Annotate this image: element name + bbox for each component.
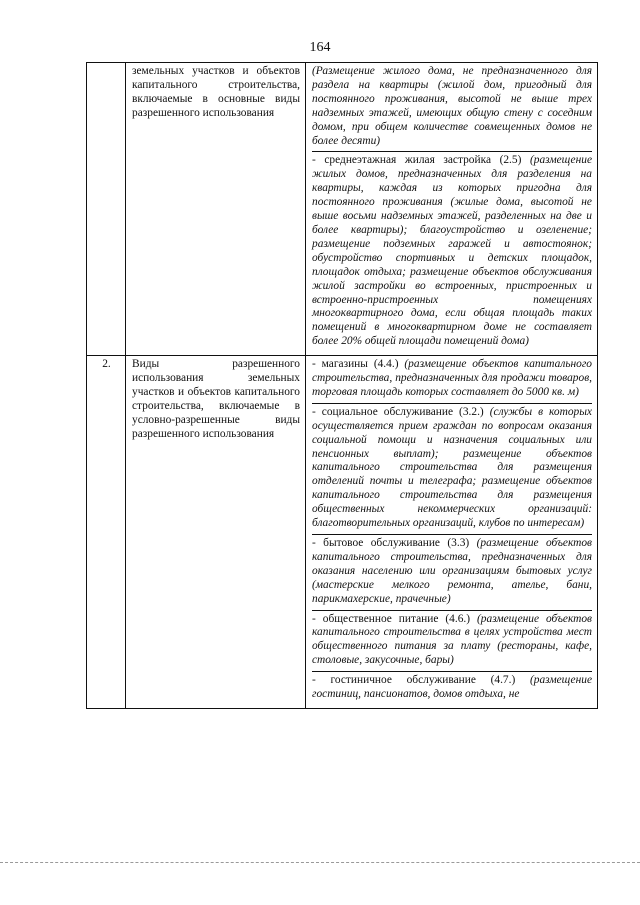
- list-item: - общественное питание (4.6.) (размещение объектов капитального строительства в целях устройства мест общественного питания за плату (рестораны, кафе, столовые, закусочные, бары): [312, 611, 592, 673]
- list-item: - магазины (4.4.) (размещение объектов капитального строительства, предназначенных для продажи товаров, торговая площадь которых составляет до 5000 кв. м): [312, 358, 592, 404]
- row-number: 2.: [87, 356, 126, 709]
- row-entries: [306, 63, 598, 356]
- page-number: 164: [309, 40, 331, 55]
- zoning-table: [86, 62, 598, 709]
- list-item: (Размещение жилого дома, не предназначенного для раздела на квартиры (жилой дом, пригодный для постоянного проживания, высотой не выше трех надземных этажей, имеющих общую стену с соседним домом, при общем количестве совмещенных домов не более десяти): [312, 65, 592, 152]
- list-item: - гостиничное обслуживание (4.7.) (размещение гостиниц, пансионатов, домов отдыха, не: [312, 674, 592, 701]
- row-entries: [306, 356, 598, 709]
- scan-edge-divider: [0, 862, 640, 863]
- row-label: Виды разрешенного использования земельных участков и объектов капитального строительства, включаемые в условно-разрешенные виды разрешенного использования: [126, 356, 306, 709]
- row-number: [87, 63, 126, 356]
- row-label: земельных участков и объектов капитального строительства, включаемые в основные виды разрешенного использования: [126, 63, 306, 356]
- table-row: [87, 63, 598, 356]
- table-row: [87, 356, 598, 709]
- list-item: - социальное обслуживание (3.2.) (службы в которых осуществляется прием граждан по вопросам оказания социальной помощи и назначения социальных или пенсионных выплат); размещение объектов капитального строительства для размещения отделений почты и телеграфа; размещение объектов капитального строительства для размещения общественных некоммерческих организаций: благотворительных организаций, клубов по интересам): [312, 404, 592, 535]
- list-item: - бытовое обслуживание (3.3) (размещение объектов капитального строительства, предназначенных для оказания населению или организациям бытовых услуг (мастерские мелкого ремонта, ателье, бани, парикмахерские, прачечные): [312, 535, 592, 611]
- list-item: - среднеэтажная жилая застройка (2.5) (размещение жилых домов, предназначенных для разделения на квартиры, каждая из которых пригодна для постоянного проживания (жилые дома, высотой не выше восьми надземных этажей, разделенных на две и более квартиры); благоустройство и озеленение; размещение подземных гаражей и автостоянок; обустройство спортивных и детских площадок, площадок отдыха; размещение объектов обслуживания жилой застройки во встроенных, пристроенных и встроенно-пристроенных помещениях многоквартирного дома, если общая площадь таких помещений в многоквартирном доме не составляет более 20% общей площади помещений дома): [312, 154, 592, 348]
